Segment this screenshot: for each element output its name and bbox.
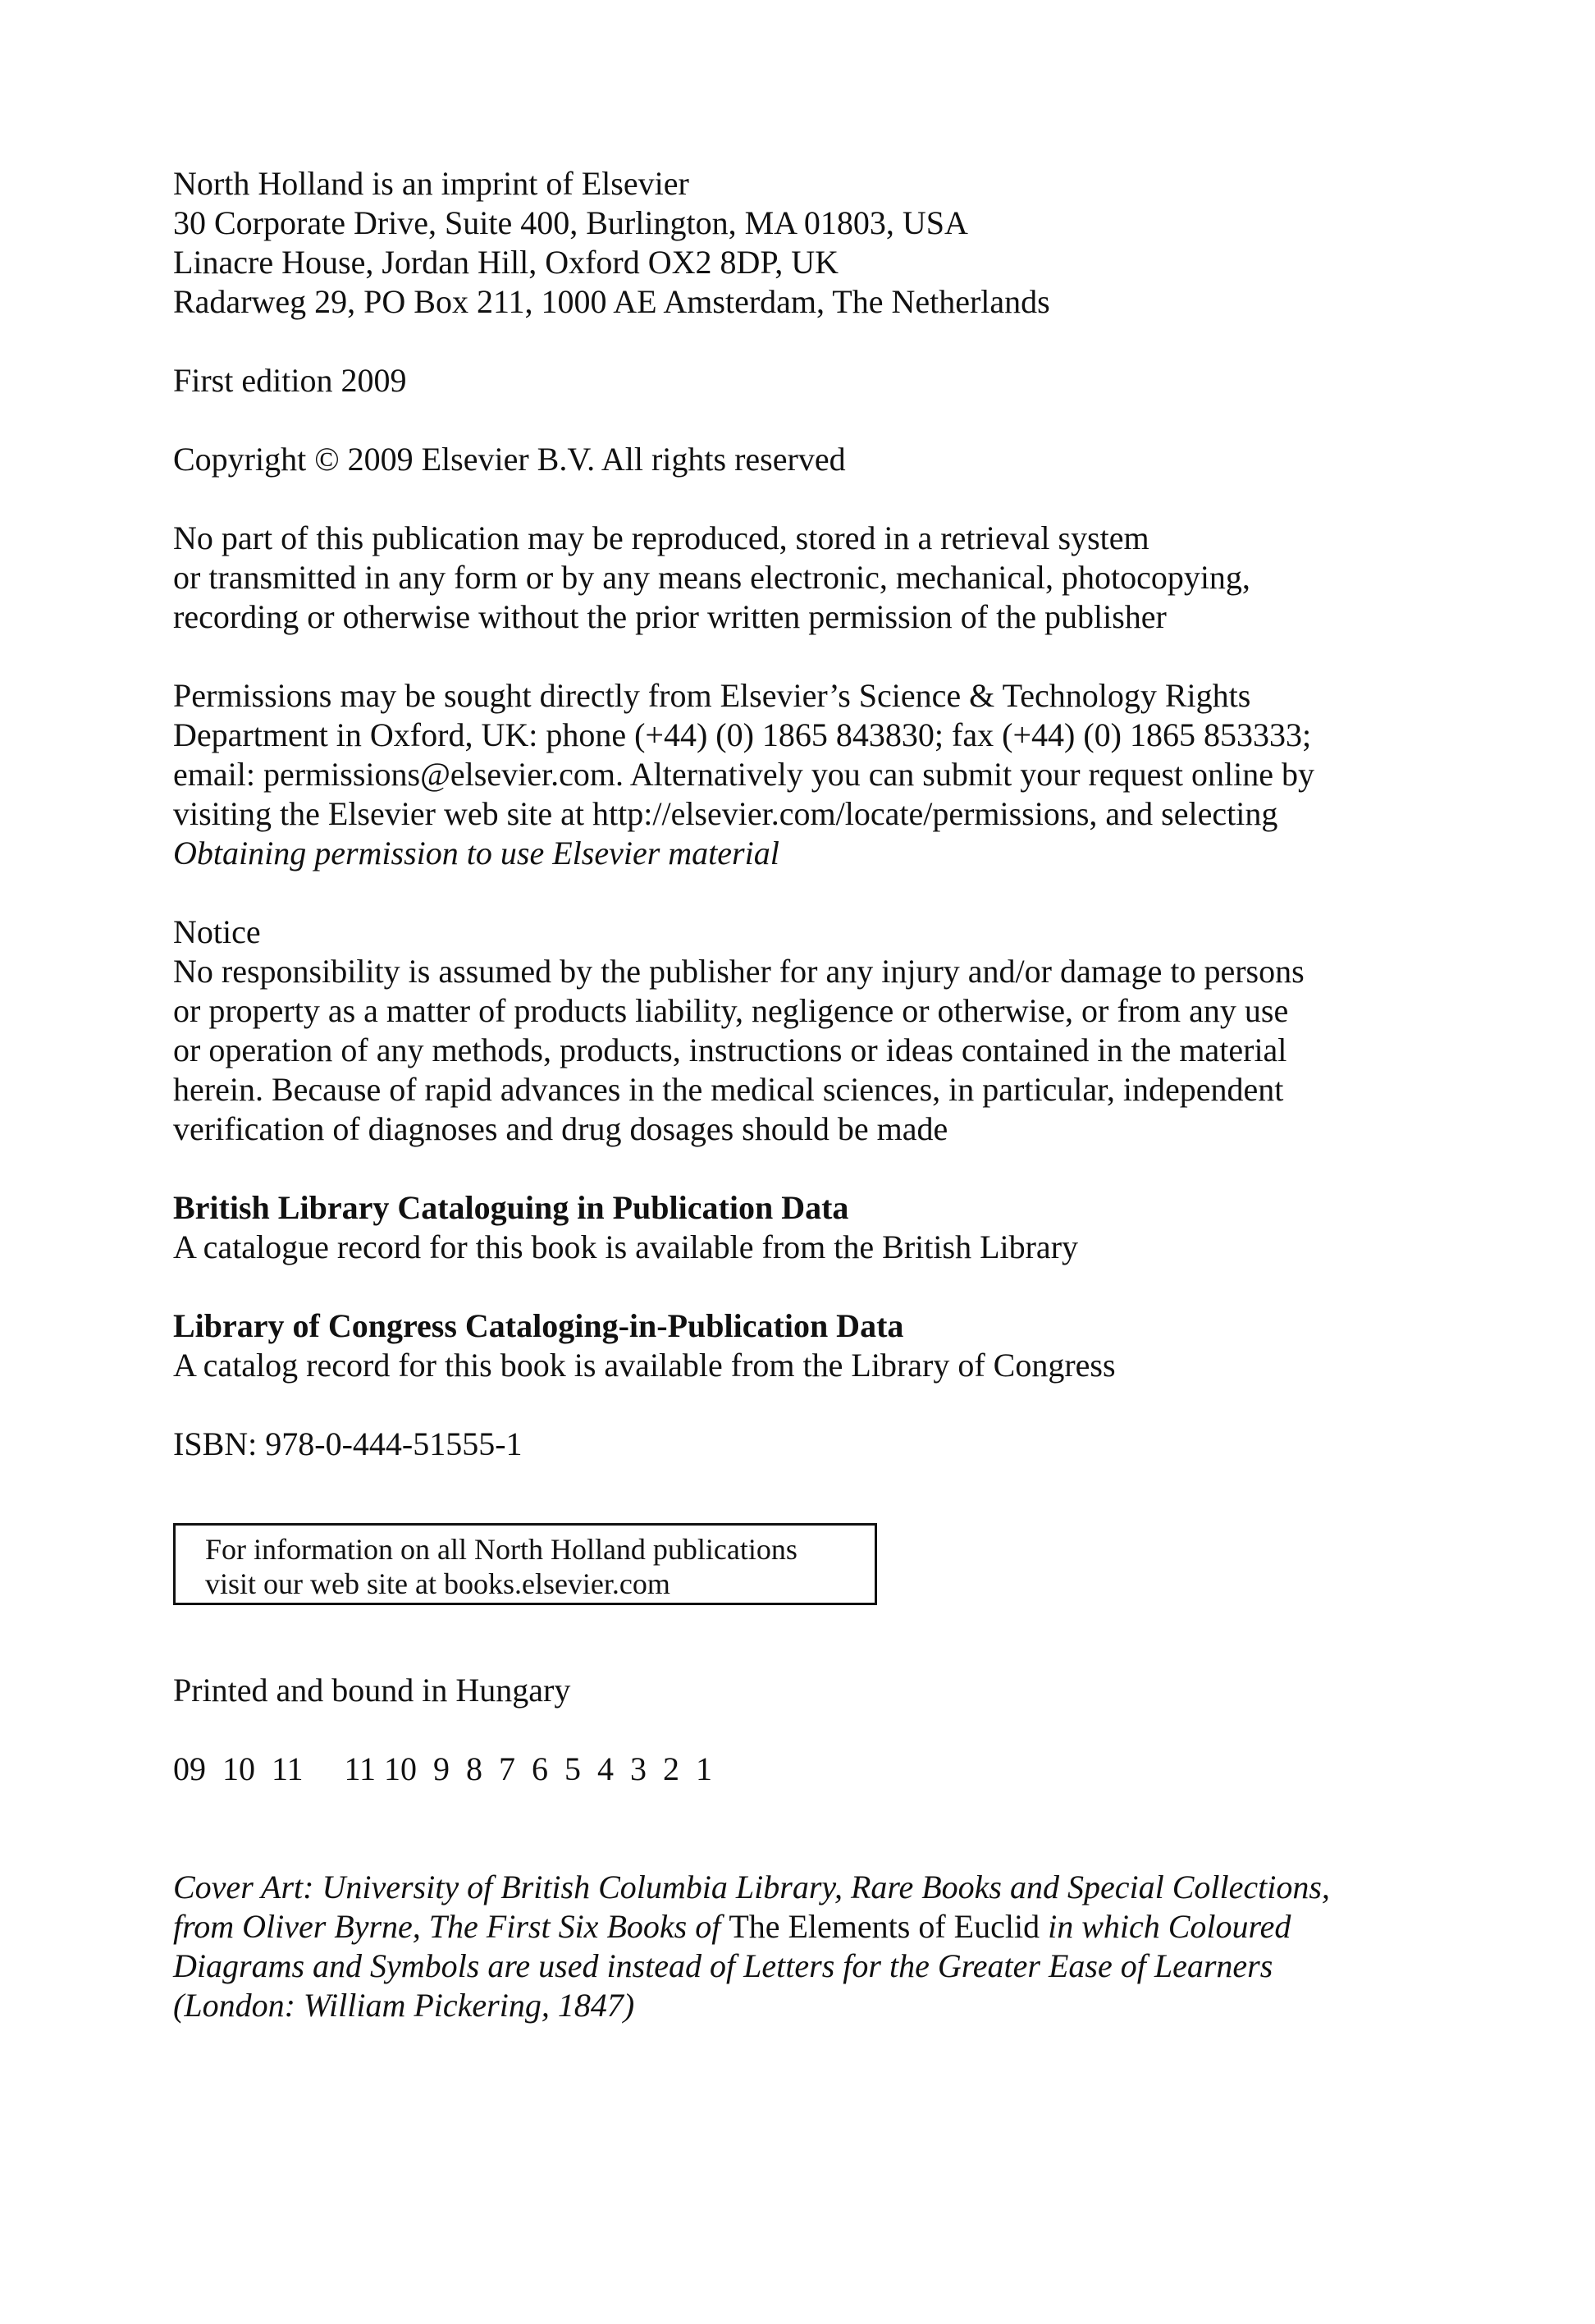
cover-art-text: in which Coloured [1040,1908,1291,1945]
printed-line: Printed and bound in Hungary [173,1672,571,1709]
notice-heading: Notice [173,913,261,950]
cover-art-line: Cover Art: University of British Columbia Library, Rare Books and Special Collections, [173,1869,1330,1905]
cover-art-line [173,1907,1453,1947]
reproduction-statement [173,519,1453,637]
printing-number-line: 09 10 11 11 10 9 8 7 6 5 4 3 2 1 [173,1750,713,1787]
book-title: The Elements of Euclid [729,1908,1040,1945]
copyright-page [173,164,1453,2025]
publisher-info [173,164,1453,322]
british-library-text: A catalogue record for this book is available from the British Library [173,1228,1079,1265]
cover-art-text: from Oliver Byrne, The First Six Books of [173,1908,729,1945]
copyright-line: Copyright © 2009 Elsevier B.V. All rights reserved [173,441,846,478]
permissions-statement [173,676,1453,873]
info-box-line: For information on all North Holland publications [205,1533,798,1566]
permissions-line: Department in Oxford, UK: phone (+44) (0) 1865 843830; fax (+44) (0) 1865 853333; [173,716,1312,753]
reproduction-line: or transmitted in any form or by any means electronic, mechanical, photocopying, [173,559,1250,596]
permissions-link-title: Obtaining permission to use Elsevier material [173,835,779,872]
permissions-line: visiting the Elsevier web site at http://elsevier.com/locate/permissions, and selecting [173,795,1278,832]
info-box-line: visit our web site at books.elsevier.com [205,1567,670,1600]
library-of-congress-text: A catalog record for this book is available from the Library of Congress [173,1347,1116,1384]
cover-art-credit [173,1868,1453,2025]
library-of-congress-cip [173,1306,1453,1385]
address-oxford: Linacre House, Jordan Hill, Oxford OX2 8DP, UK [173,244,839,281]
notice-line: herein. Because of rapid advances in the medical sciences, in particular, independent [173,1071,1284,1108]
british-library-heading: British Library Cataloguing in Publication Data [173,1189,849,1226]
notice-line: verification of diagnoses and drug dosages should be made [173,1110,948,1147]
imprint-line: North Holland is an imprint of Elsevier [173,165,689,202]
notice-statement [173,913,1453,1149]
cover-art-line: Diagrams and Symbols are used instead of Letters for the Greater Ease of Learners [173,1947,1273,1984]
british-library-cip [173,1188,1453,1267]
isbn-line: ISBN: 978-0-444-51555-1 [173,1425,523,1462]
reproduction-line: recording or otherwise without the prior written permission of the publisher [173,598,1167,635]
notice-line: or property as a matter of products liability, negligence or otherwise, or from any use [173,992,1289,1029]
notice-line: or operation of any methods, products, instructions or ideas contained in the material [173,1032,1287,1068]
permissions-line: email: permissions@elsevier.com. Alternatively you can submit your request online by [173,756,1314,793]
cover-art-line: (London: William Pickering, 1847) [173,1987,635,2024]
notice-line: No responsibility is assumed by the publisher for any injury and/or damage to persons [173,953,1305,990]
permissions-line: Permissions may be sought directly from Elsevier’s Science & Technology Rights [173,677,1251,714]
publications-info-box [173,1523,877,1605]
address-amsterdam: Radarweg 29, PO Box 211, 1000 AE Amsterdam, The Netherlands [173,283,1050,320]
reproduction-line: No part of this publication may be reproduced, stored in a retrieval system [173,519,1149,556]
edition-line: First edition 2009 [173,362,407,399]
address-burlington: 30 Corporate Drive, Suite 400, Burlington, MA 01803, USA [173,204,968,241]
library-of-congress-heading: Library of Congress Cataloging-in-Publication Data [173,1307,904,1344]
